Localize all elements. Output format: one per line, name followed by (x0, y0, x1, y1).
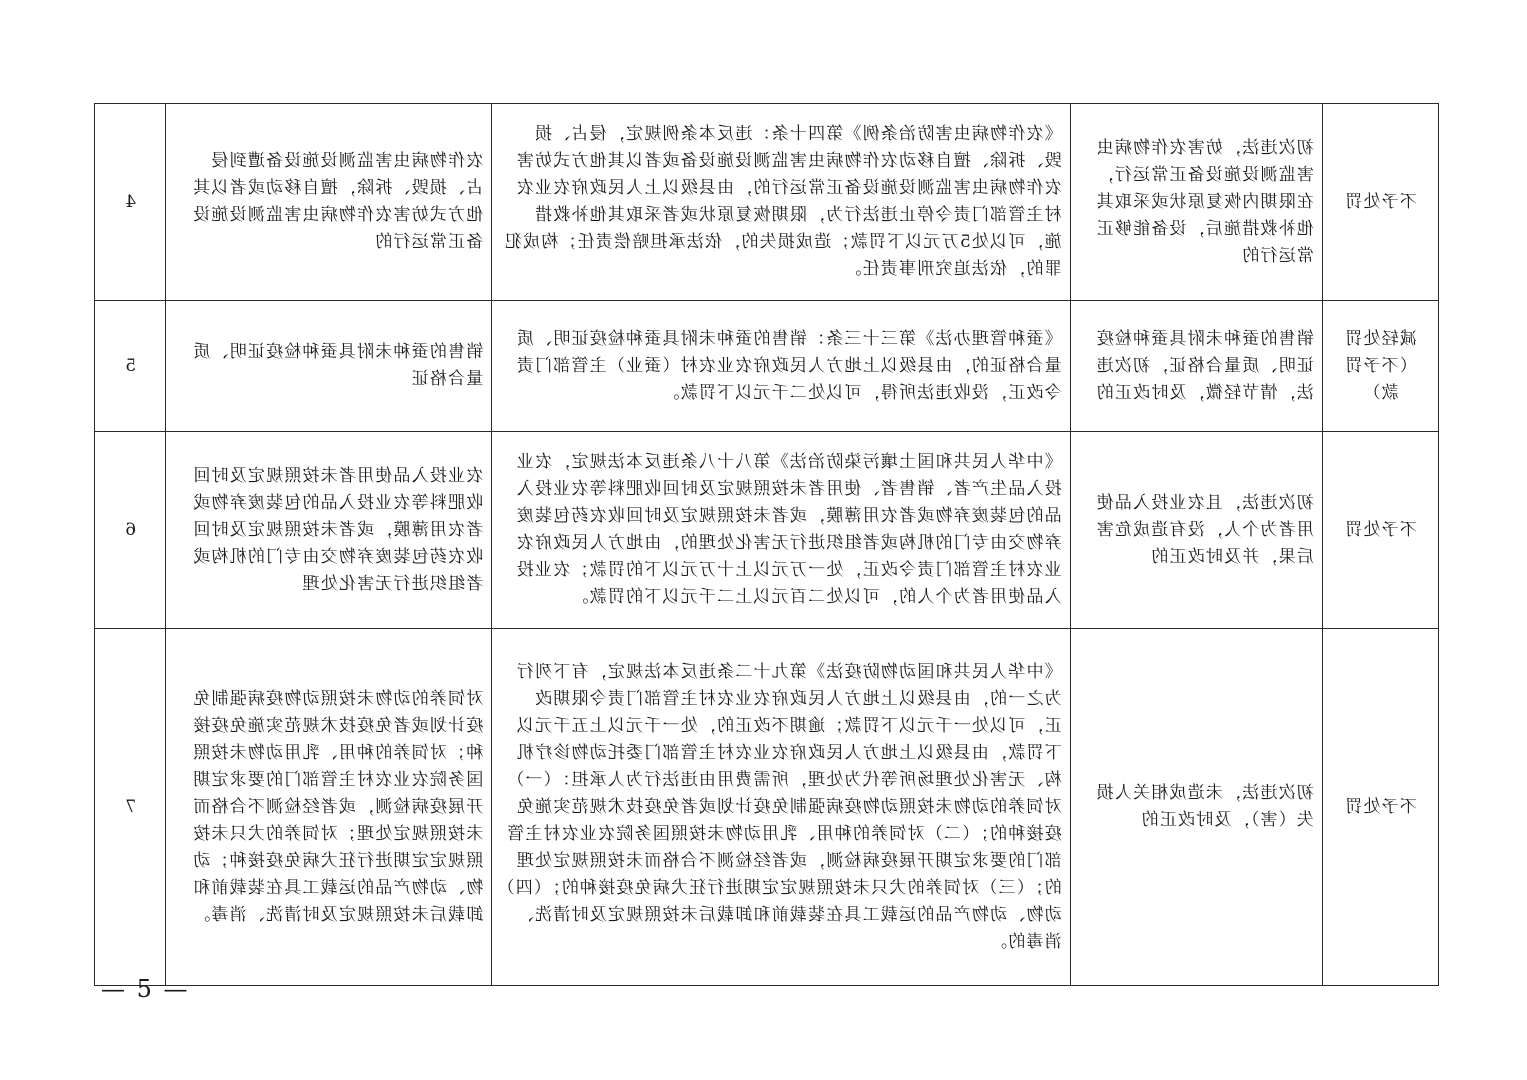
violation-cell: 农业投入品使用者未按照规定及时回收肥料等农业投入品的包装废弃物或者农用薄膜，或者未按照规定及时回收农药包装废弃物交由专门的机构或者组织进行无害化处理 (166, 432, 492, 629)
condition-cell: 初次违法，妨害农作物病虫害监测设施设备正常运行，在限期内恢复原状或采取其他补救措施后，设备能够正常运行的 (1070, 104, 1322, 301)
condition-cell: 初次违法，且农业投入品使用者为个人，没有造成危害后果，并及时改正的 (1070, 432, 1322, 629)
result-cell: 不予处罚 (1322, 432, 1438, 629)
result-cell: 不予处罚 (1322, 104, 1438, 301)
page-number: — 5 — (101, 975, 190, 1003)
result-cell: 减轻处罚（不予罚款） (1322, 301, 1438, 432)
condition-cell: 初次违法，未造成相关人损失（害），及时改正的 (1070, 629, 1322, 986)
row-number-cell: 7 (95, 629, 166, 986)
table-row (95, 301, 1439, 432)
violation-cell: 对饲养的动物未按照动物疫病强制免疫计划或者免疫技术规范实施免疫接种；对饲养的种用、乳用动物未按照国务院农业农村主管部门的要求定期开展疫病检测，或者经检测不合格而未按照规定处理；对饲养的犬只未按照规定定期进行狂犬病免疫接种；动物、动物产品的运载工具在装载前和卸载后未按照规定及时清洗、消毒。 (166, 629, 492, 986)
discretion-table (94, 103, 1439, 986)
legal-basis-cell: 《农作物病虫害防治条例》第四十条：违反本条例规定，侵占、损毁、拆除、擅自移动农作物病虫害监测设施设备或者以其他方式妨害农作物病虫害监测设施设备正常运行的，由县级以上人民政府农业农村主管部门责令停止违法行为，限期恢复原状或者采取其他补救措施，可以处5万元以下罚款；造成损失的，依法承担赔偿责任；构成犯罪的，依法追究刑事责任。 (492, 104, 1070, 301)
result-cell: 不予处罚 (1322, 629, 1438, 986)
table-row (95, 629, 1439, 986)
row-number-cell: 5 (95, 301, 166, 432)
legal-basis-cell: 《蚕种管理办法》第三十三条：销售的蚕种未附具蚕种检疫证明、质量合格证的，由县级以上地方人民政府农业农村（蚕业）主管部门责令改正，没收违法所得，可以处二千元以下罚款。 (492, 301, 1070, 432)
row-number-cell: 6 (95, 432, 166, 629)
violation-cell: 销售的蚕种未附具蚕种检疫证明、质量合格证 (166, 301, 492, 432)
legal-basis-cell: 《中华人民共和国土壤污染防治法》第八十八条违反本法规定，农业投入品生产者、销售者、使用者未按照规定及时回收肥料等农业投入品的包装废弃物或者农用薄膜，或者未按照规定及时回收农药包装废弃物交由专门的机构或者组织进行无害化处理的，由地方人民政府农业农村主管部门责令改正，处一万元以上十万元以下的罚款；农业投入品使用者为个人的，可以处二百元以上二千元以下的罚款。 (492, 432, 1070, 629)
violation-cell: 农作物病虫害监测设施设备遭到侵占、损毁、拆除，擅自移动或者以其他方式妨害农作物病虫害监测设施设备正常运行的 (166, 104, 492, 301)
table-row (95, 104, 1439, 301)
table-row (95, 432, 1439, 629)
row-number-cell: 4 (95, 104, 166, 301)
legal-basis-cell: 《中华人民共和国动物防疫法》第九十二条违反本法规定，有下列行为之一的，由县级以上地方人民政府农业农村主管部门责令限期改正，可以处一千元以下罚款；逾期不改正的，处一千元以上五千元以下罚款，由县级以上地方人民政府农业农村主管部门委托动物诊疗机构、无害化处理场所等代为处理，所需费用由违法行为人承担：（一）对饲养的动物未按照动物疫病强制免疫计划或者免疫技术规范实施免疫接种的；（二）对饲养的种用、乳用动物未按照国务院农业农村主管部门的要求定期开展疫病检测，或者经检测不合格而未按照规定处理的；（三）对饲养的犬只未按照规定定期进行狂犬病免疫接种的；（四）动物、动物产品的运载工具在装载前和卸载后未按照规定及时清洗、消毒的。 (492, 629, 1070, 986)
condition-cell: 销售的蚕种未附具蚕种检疫证明、质量合格证，初次违法，情节轻微，及时改正的 (1070, 301, 1322, 432)
